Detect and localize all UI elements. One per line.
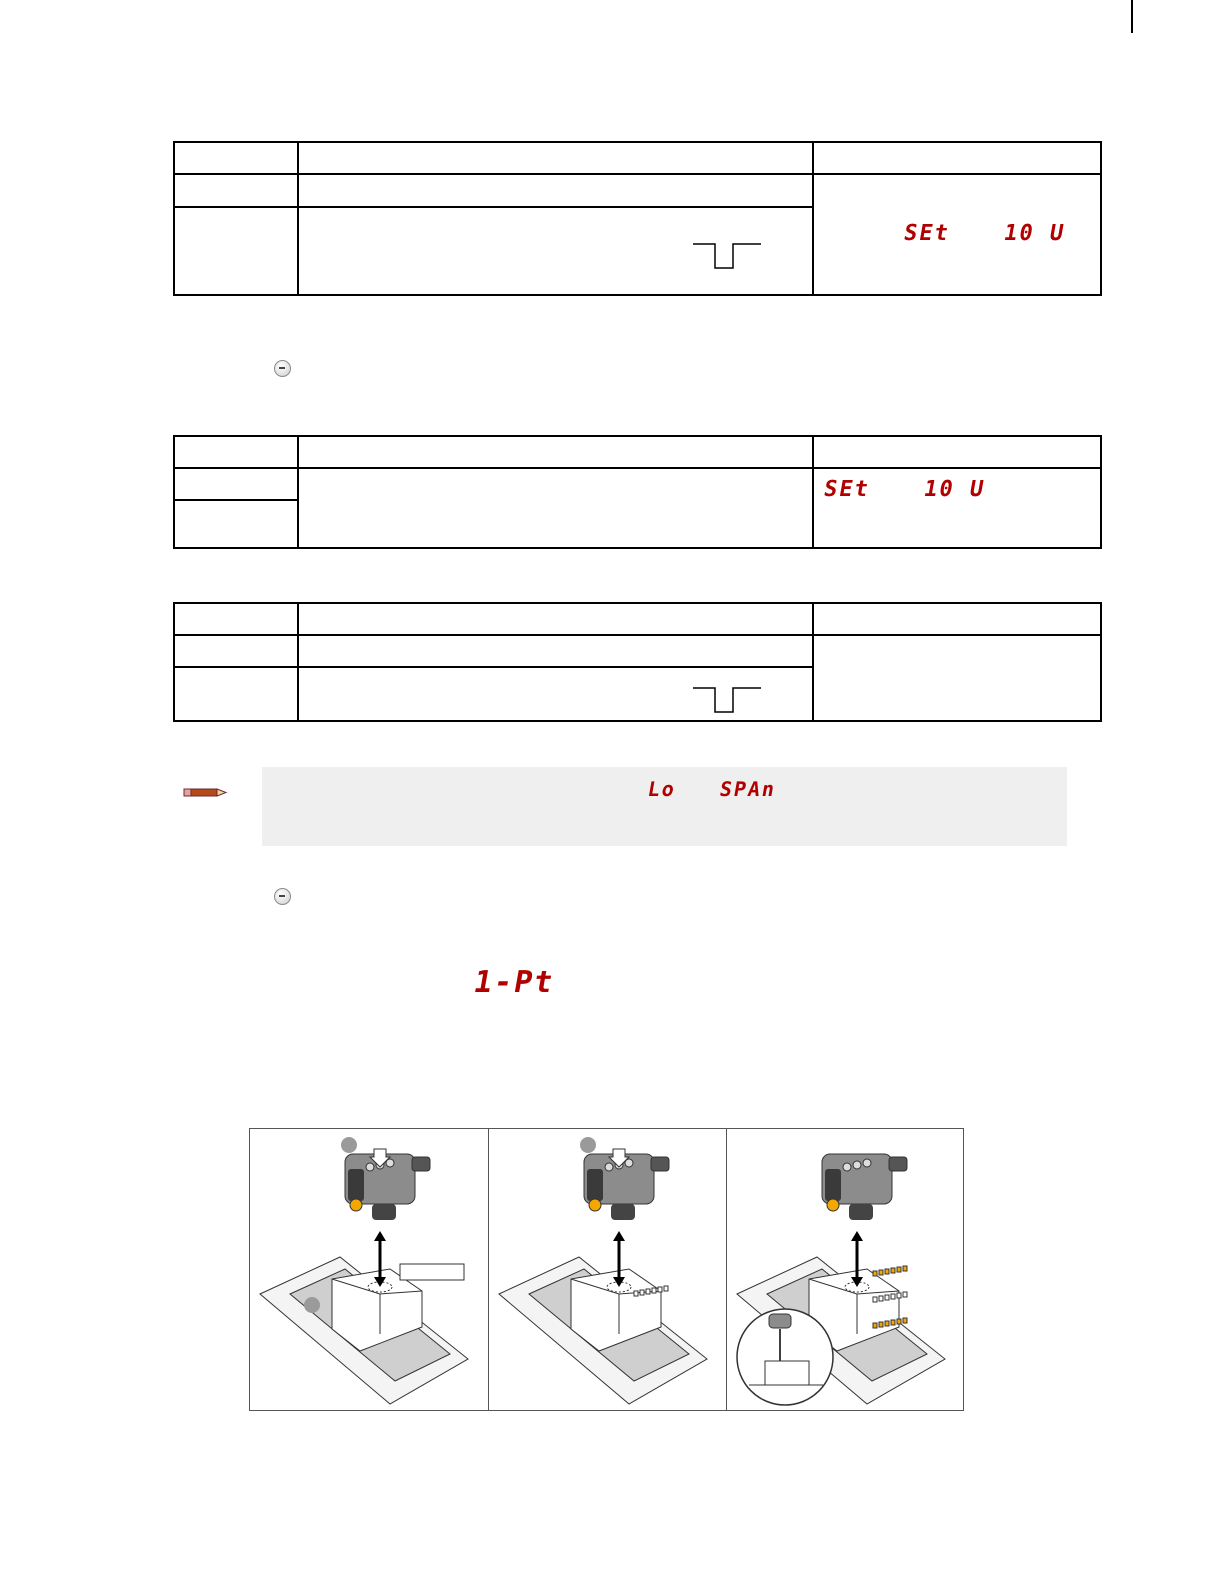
table2-header-col2 [298,436,813,468]
table1-header-col3 [813,142,1101,174]
table3-header-col1 [174,603,298,635]
table3-row1-col1 [174,635,298,667]
sensor-teach-illustration [250,1129,487,1410]
procedure-table-2 [173,435,1102,549]
procedure-table-1 [173,141,1102,296]
pulse-diagram-icon [693,686,763,714]
table3-row2-col2 [298,667,813,721]
table3-row2-col1 [174,667,298,721]
figure-panel-2 [488,1129,726,1410]
table3-row1-col2 [298,635,813,667]
table1-row2-col1 [174,207,298,295]
sensor-teach-illustration [489,1129,726,1410]
mode-display: 1-Pt [470,965,558,1000]
table3-header-col2 [298,603,813,635]
sensor-teach-illustration [727,1129,964,1410]
note-display-span: SPAn [717,777,779,801]
table1-header-col2 [298,142,813,174]
table1-row2-col2 [298,207,813,295]
table1-result-cell [813,174,1101,295]
note-display-lo: Lo [645,777,679,801]
table1-display-value: 10 U [1002,221,1068,246]
pencil-icon [182,786,228,800]
table1-display-set: SEt [902,221,953,246]
table1-row1-col1 [174,174,298,207]
table1-header-col1 [174,142,298,174]
minus-button-icon [274,888,291,905]
table2-result-cell [813,468,1101,548]
table2-row1-col1 [174,468,298,500]
table2-header-col3 [813,436,1101,468]
table3-header-col3 [813,603,1101,635]
figure-panel-1 [250,1129,487,1410]
top-rule [1131,0,1133,33]
table2-header-col1 [174,436,298,468]
table2-row2-col1 [174,500,298,548]
note-box [262,767,1067,846]
pulse-diagram-icon [693,242,763,270]
minus-button-icon [274,360,291,377]
figure-panel-3 [726,1129,964,1410]
table3-result-cell [813,635,1101,721]
procedure-table-3 [173,602,1102,722]
table2-instruction-cell [298,468,813,548]
table2-display-value: 10 U [922,477,988,502]
table2-display-set: SEt [822,477,873,502]
sensor-figure [249,1128,964,1411]
table1-row1-col2 [298,174,813,207]
